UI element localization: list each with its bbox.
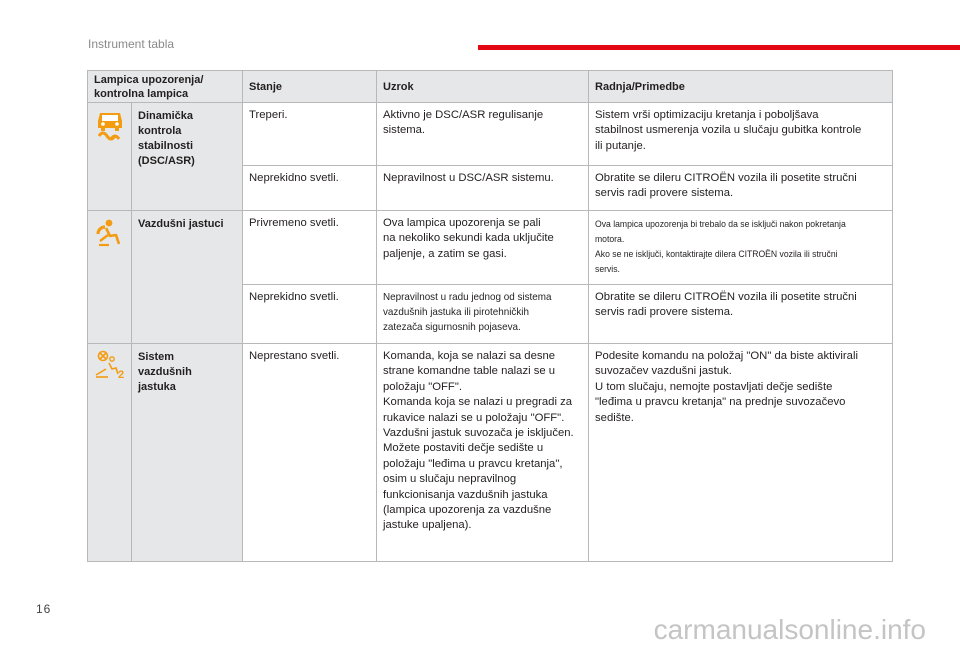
watermark: carmanualsonline.info — [653, 614, 926, 645]
car-skid-icon — [94, 109, 126, 146]
header-state: Stanje — [243, 71, 377, 103]
lamp-icon-cell — [88, 211, 132, 344]
lamp-name: Vazdušni jastuci — [132, 211, 243, 344]
cause-note: Nepravilnost u radu jednog od sistema vazdušnih jastuka ili pirotehničkih zatezača sigurnosnih pojaseva. — [383, 292, 552, 333]
header-cause: Uzrok — [377, 71, 589, 103]
table-row — [88, 344, 893, 562]
header-accent-bar — [478, 45, 960, 50]
action-cell: Sistem vrši optimizaciju kretanja i poboljšava stabilnost usmerenja vozila u slučaju gubitka kontrole ili putanje. — [589, 103, 893, 166]
action-cell: Obratite se dileru CITROËN vozila ili posetite stručni servis radi provere sistema. — [589, 166, 893, 211]
lamp-name: Dinamička kontrola stabilnosti (DSC/ASR) — [132, 103, 243, 211]
passenger-airbag-off-icon — [93, 350, 127, 385]
lamp-name: Sistem vazdušnih jastuka — [132, 344, 243, 562]
warning-lamps-table — [87, 70, 893, 562]
header-lamp: Lampica upozorenja/ kontrolna lampica — [88, 71, 243, 103]
action-cell — [589, 211, 893, 285]
action-cell: Podesite komandu na položaj "ON" da biste aktivirali suvozačev vazdušni jastuk. U tom slučaju, nemojte postavljati dečje sedište "leđima u pravcu kretanja" na prednje suvozačevo sedište. — [589, 344, 893, 562]
page-number: 16 — [36, 602, 52, 616]
state-cell: Neprekidno svetli. — [243, 285, 377, 344]
state-cell: Treperi. — [243, 103, 377, 166]
cause-cell: Komanda, koja se nalazi sa desne strane komandne table nalazi se u položaju "OFF". Komanda koja se nalazi u pregradi za rukavice nalazi se u položaju "OFF". Vazdušni jastuk suvozača je isključen. Možete postaviti dečje sedište u položaju "leđima u pravcu kretanja", osim u slučaju nepravilnog funkcionisanja vazdušnih jastuka (lampica upozorenja za vazdušne jastuke upaljena). — [377, 344, 589, 562]
action-cell: Obratite se dileru CITROËN vozila ili posetite stručni servis radi provere sistema. — [589, 285, 893, 344]
svg-text:2: 2 — [117, 369, 124, 380]
cause-cell: Ova lampica upozorenja se pali na nekoliko sekundi kada uključite paljenje, a zatim se gasi. — [377, 211, 589, 285]
cause-cell — [377, 285, 589, 344]
table-row — [88, 211, 893, 285]
header-action: Radnja/Primedbe — [589, 71, 893, 103]
cause-cell: Aktivno je DSC/ASR regulisanje sistema. — [377, 103, 589, 166]
lamp-icon-cell — [88, 103, 132, 211]
cause-cell: Nepravilnost u DSC/ASR sistemu. — [377, 166, 589, 211]
state-cell: Privremeno svetli. — [243, 211, 377, 285]
state-cell: Neprekidno svetli. — [243, 166, 377, 211]
lamp-icon-cell — [88, 344, 132, 562]
header-title: Instrument tabla — [88, 37, 175, 51]
action-note: Ova lampica upozorenja bi trebalo da se isključi nakon pokretanja motora. Ako se ne isključi, kontaktirajte dilera CITROËN vozila ili stručni servis. — [595, 218, 846, 274]
table-row — [88, 103, 893, 166]
airbag-icon — [94, 217, 126, 254]
state-cell: Neprestano svetli. — [243, 344, 377, 562]
